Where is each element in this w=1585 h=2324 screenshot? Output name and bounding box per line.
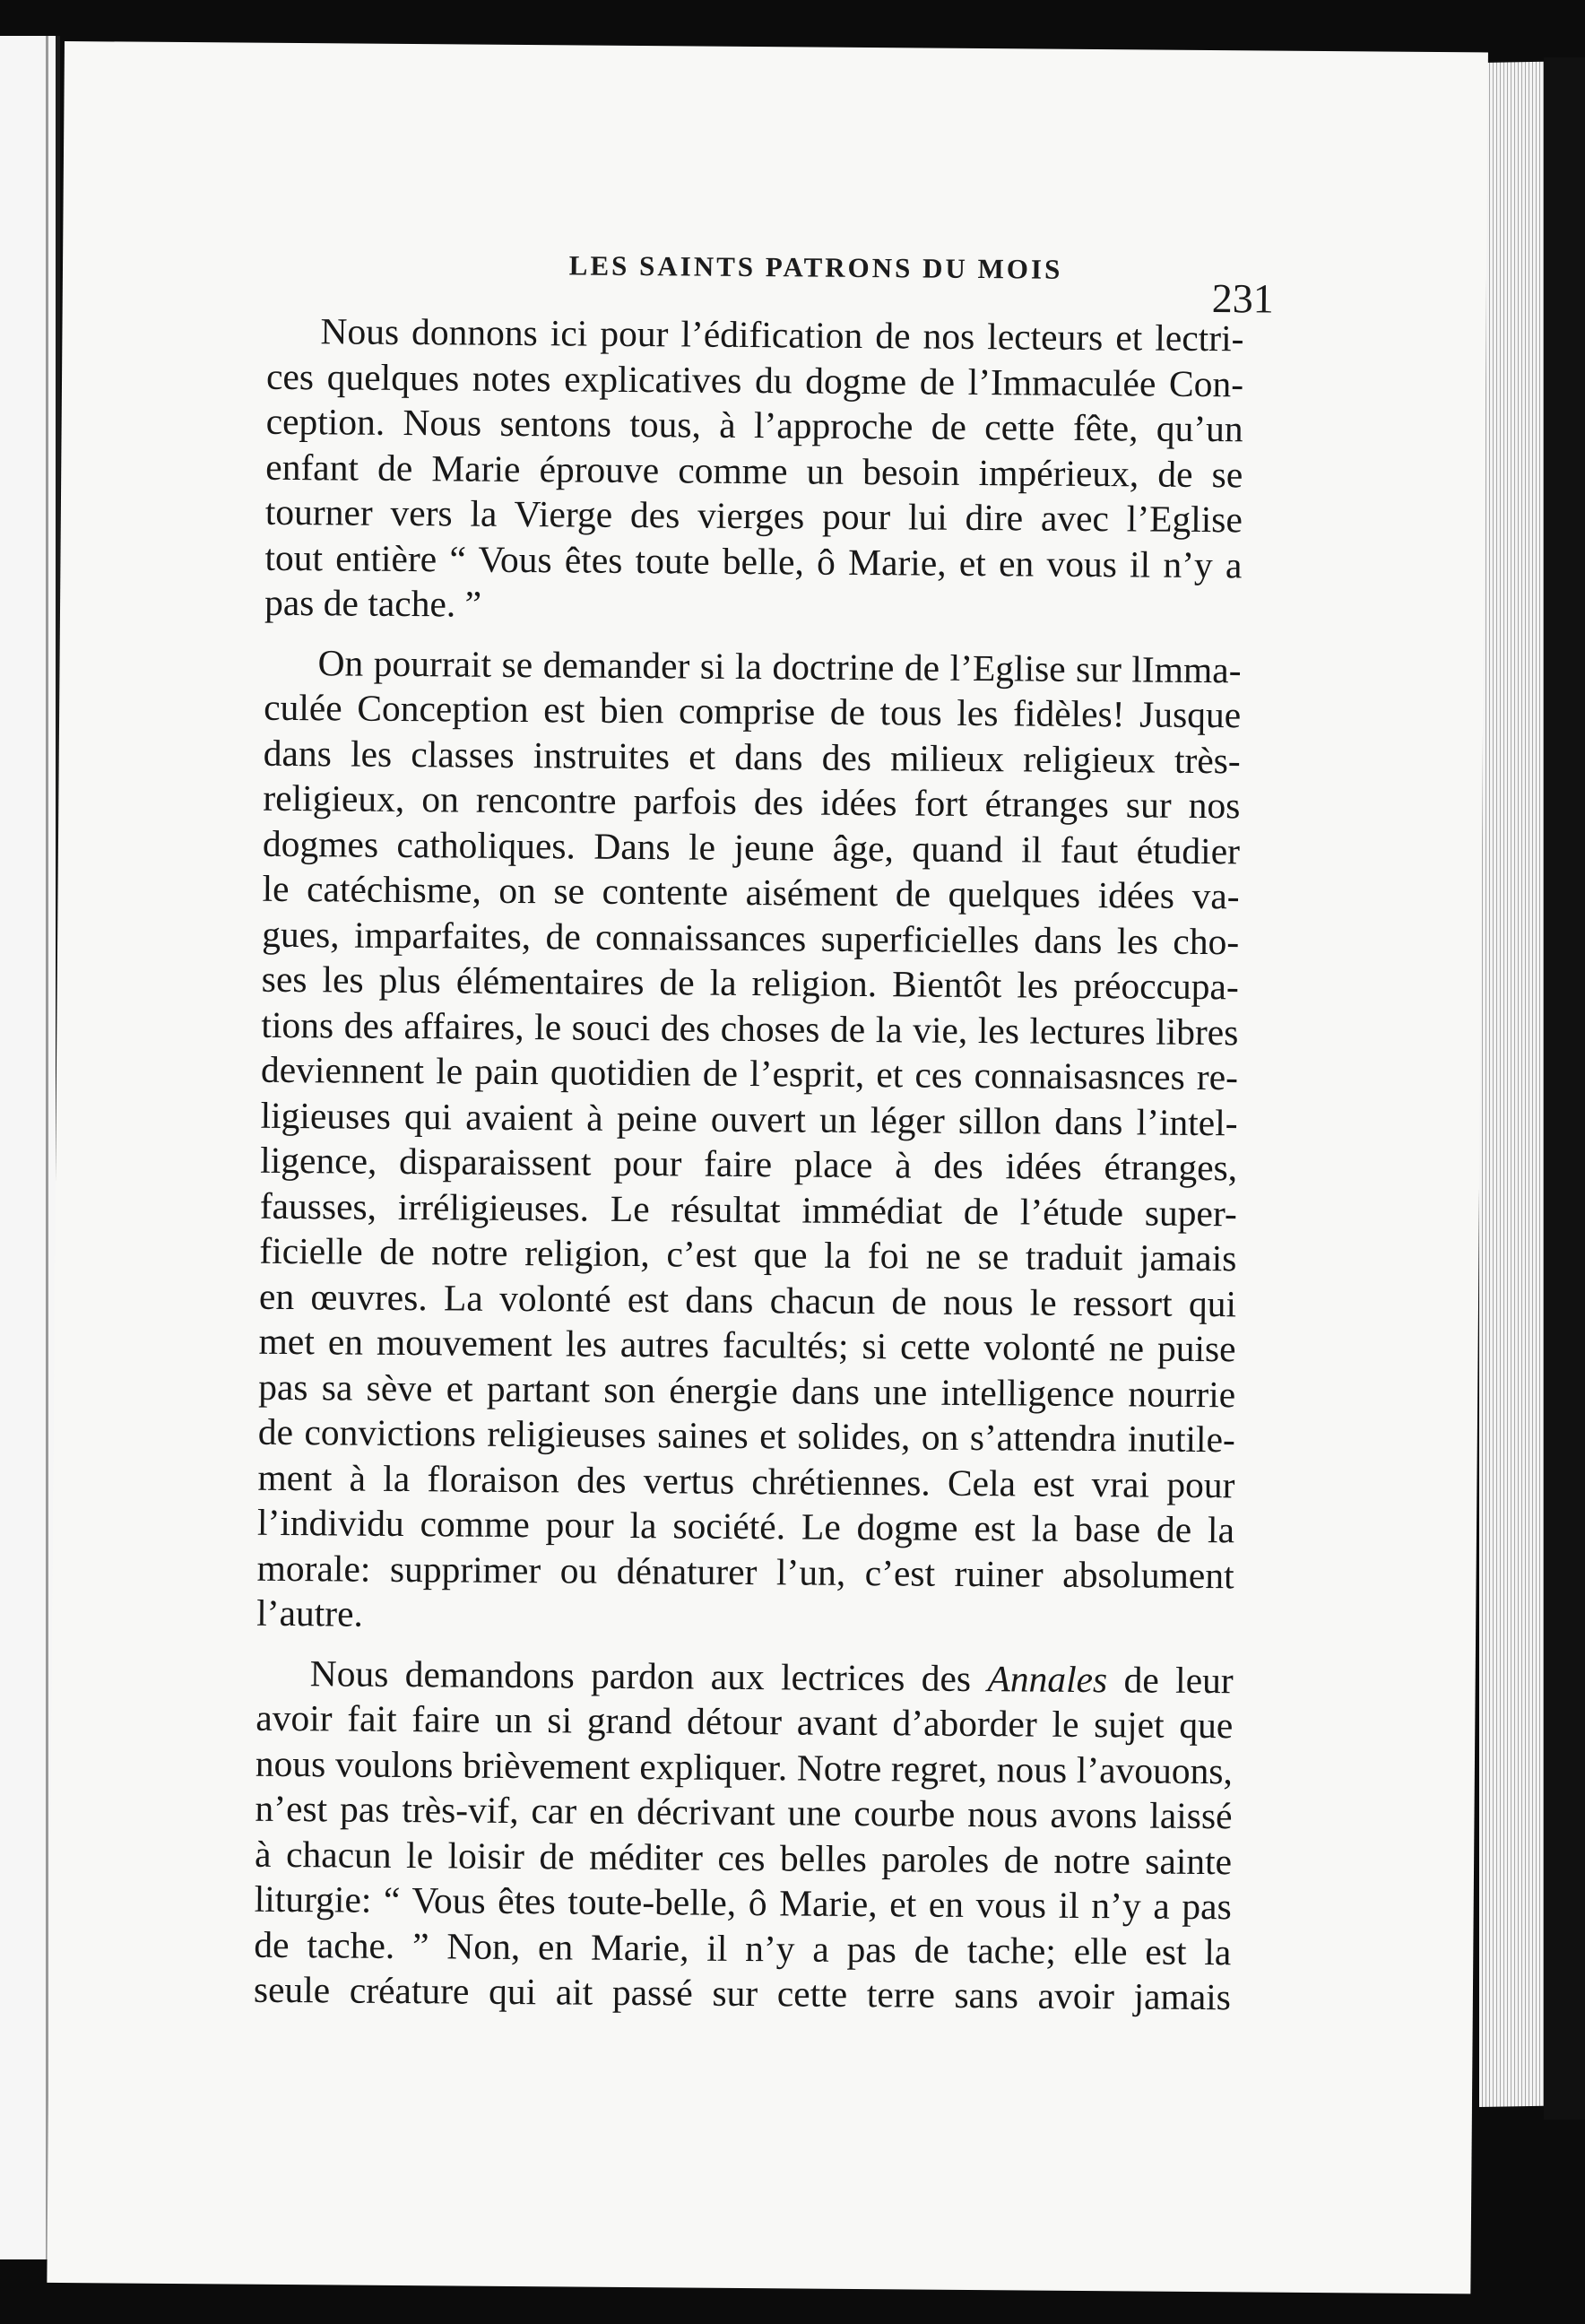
text-line: culée Conception est bien comprise de tous les fidèles! Jusque: [263, 686, 1242, 736]
body-text: [254, 308, 1244, 2020]
text-line: ligence, disparaissent pour faire place à des idées étranges,: [260, 1139, 1238, 1189]
text-line: tout entière “ Vous êtes toute belle, ô Marie, et en vous il n’y a: [264, 536, 1243, 585]
text-line: liturgie: “ Vous êtes toute-belle, ô Marie, et en vous il n’y a pas: [254, 1877, 1232, 1928]
text-line: ficielle de notre religion, c’est que la foi ne se traduit jamais: [259, 1229, 1237, 1279]
text-line: Nous donnons ici pour l’édification de nos lecteurs et lectri-: [320, 310, 1244, 360]
text-line: [256, 1650, 1234, 1703]
text-line: de convictions religieuses saines et solides, on s’attendra inutile-: [257, 1410, 1235, 1461]
text-line: ces quelques notes explicatives du dogme de l’Immaculée Con-: [265, 355, 1244, 404]
text-line: le catéchisme, on se contente aisément de quelques idées va-: [262, 867, 1240, 917]
text-line: fausses, irréligieuses. Le résultat immédiat de l’étude super-: [259, 1184, 1237, 1234]
text-line: deviennent le pain quotidien de l’esprit, et ces connaisasnces re-: [260, 1048, 1239, 1098]
text-segment: Nous demandons pardon aux lectrices des: [309, 1652, 972, 1699]
text-line: l’autre.: [256, 1591, 364, 1635]
page-edges: [1479, 62, 1544, 2107]
text-line: seule créature qui ait passé sur cette terre sans avoir jamais: [253, 1968, 1232, 2018]
text-segment: de leur: [1123, 1658, 1234, 1701]
text-line: en œuvres. La volonté est dans chacun de nous le ressort qui: [258, 1275, 1237, 1324]
italic-title: Annales: [987, 1657, 1108, 1700]
text-line: religieux, on rencontre parfois des idées fort étranges sur nos: [263, 776, 1241, 827]
book-page: [47, 41, 1488, 2294]
text-line: morale: supprimer ou dénaturer l’un, c’est ruiner absolument: [256, 1547, 1234, 1596]
text-line: dogmes catholiques. Dans le jeune âge, quand il faut étudier: [262, 822, 1241, 872]
text-line: ception. Nous sentons tous, à l’approche de cette fête, qu’un: [265, 400, 1243, 450]
text-line: gues, imparfaites, de connaissances superficielles dans les cho-: [262, 913, 1240, 962]
text-line: pas de tache. ”: [264, 581, 482, 625]
paragraph-2: [256, 639, 1242, 1643]
text-line: à chacun le loisir de méditer ces belles paroles de notre sainte: [254, 1833, 1233, 1882]
text-line: tourner vers la Vierge des vierges pour lui dire avec l’Eglise: [264, 490, 1243, 541]
text-line: ses les plus élémentaires de la religion. Bientôt les préoccupa-: [261, 958, 1239, 1008]
text-line: On pourrait se demander si la doctrine de l’Eglise sur lImma-: [317, 641, 1242, 690]
book-spine-shadow: [1544, 57, 1585, 2120]
text-line: enfant de Marie éprouve comme un besoin impérieux, de se: [265, 446, 1243, 495]
page-number: 231: [1211, 275, 1274, 322]
text-line: n’est pas très-vif, car en décrivant une courbe nous avons laissé: [255, 1787, 1233, 1837]
text-line: avoir fait faire un si grand détour avant d’aborder le sujet que: [256, 1696, 1234, 1747]
text-line: nous voulons brièvement expliquer. Notre regret, nous l’avouons,: [255, 1742, 1234, 1791]
text-line: de tache. ” Non, en Marie, il n’y a pas de tache; elle est la: [254, 1923, 1232, 1973]
text-line: dans les classes instruites et dans des milieux religieux très-: [263, 732, 1241, 781]
text-line: met en mouvement les autres facultés; si cette volonté ne puise: [258, 1320, 1236, 1370]
running-title: LES SAINTS PATRONS DU MOIS: [568, 249, 1063, 285]
text-line: pas sa sève et partant son énergie dans une intelligence nourrie: [258, 1366, 1236, 1415]
paragraph-3: [254, 1650, 1234, 2020]
text-line: ment à la floraison des vertus chrétiennes. Cela est vrai pour: [257, 1456, 1235, 1505]
text-line: ligieuses qui avaient à peine ouvert un léger sillon dans l’intel-: [260, 1094, 1238, 1143]
text-line: tions des affaires, le souci des choses de la vie, les lectures libres: [261, 1003, 1239, 1053]
paragraph-1: [264, 308, 1244, 633]
text-line: l’individu comme pour la société. Le dogme est la base de la: [256, 1501, 1235, 1551]
